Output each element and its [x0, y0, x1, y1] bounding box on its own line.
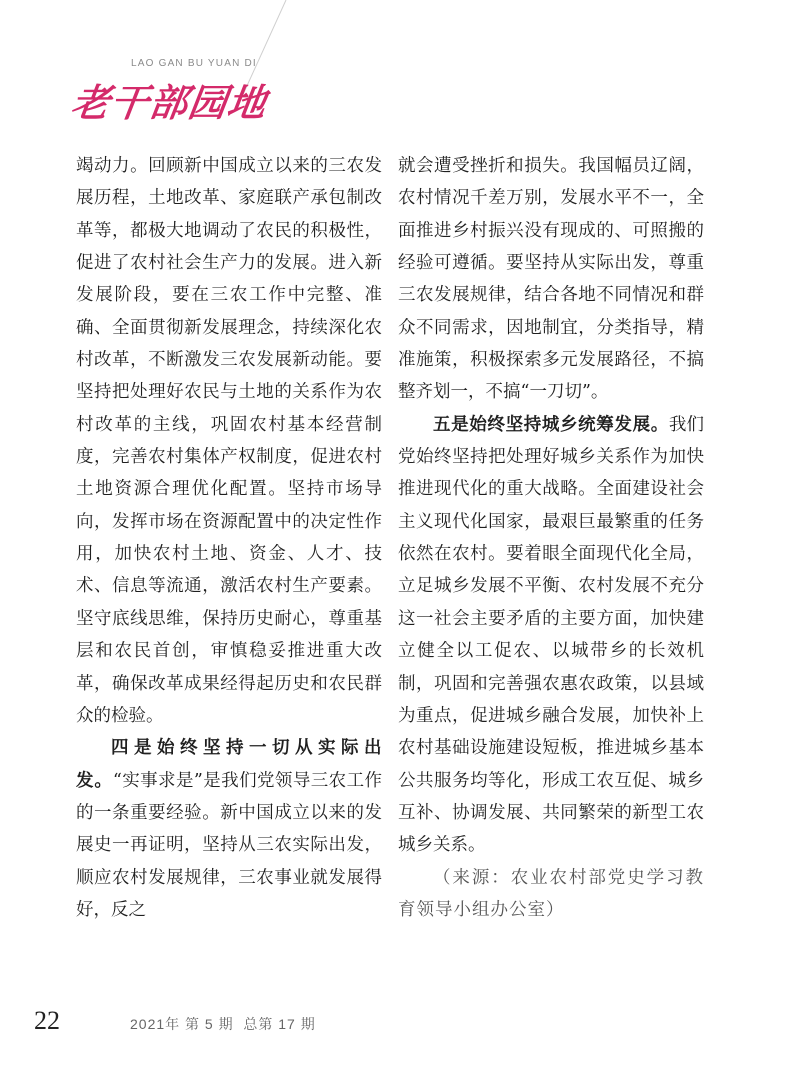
page-number: 22 [34, 1006, 60, 1035]
point-four-heading: 四是始终坚持一切从实际出发。 [76, 738, 382, 791]
paragraph-point-four [76, 732, 382, 926]
paragraph-point-five [398, 409, 704, 862]
paragraph-continued-right: 就会遭受挫折和损失。我国幅员辽阔，农村情况千差万别，发展水平不一，全面推进乡村振兴没有现成的、可照搬的经验可遵循。要坚持从实际出发，尊重三农发展规律，结合各地不同情况和群众不同需求，因地制宜，分类指导，精准施策，积极探索多元发展路径，不搞整齐划一，不搞“一刀切”。 [398, 156, 704, 403]
magazine-section-title: 老干部园地 [68, 80, 270, 125]
point-five-heading: 五是始终坚持城乡统筹发展。 [433, 414, 669, 435]
right-text-column [398, 150, 704, 926]
point-five-body: 我们党始终坚持把处理好城乡关系作为加快推进现代化的重大战略。全面建设社会主义现代化国家，最艰巨最繁重的任务依然在农村。要着眼全面现代化全局，立足城乡发展不平衡、农村发展不充分这一社会主要矛盾的主要方面，加快建立健全以工促农、以城带乡的长效机制，巩固和完善强农惠农政策，以县域为重点，促进城乡融合发展，加快补上农村基础设施建设短板，推进城乡基本公共服务均等化，形成工农互促、城乡互补、协调发展、共同繁荣的新型工农城乡关系。 [398, 414, 705, 856]
issue-info: 2021年 第 5 期 总第 17 期 [130, 1016, 316, 1032]
magazine-section-pinyin: LAO GAN BU YUAN DI [131, 58, 257, 69]
paragraph-continued: 竭动力。回顾新中国成立以来的三农发展历程，土地改革、家庭联产承包制改革等，都极大地调动了农民的积极性，促进了农村社会生产力的发展。进入新发展阶段，要在三农工作中完整、准确、全面贯彻新发展理念，持续深化农村改革，不断激发三农发展新动能。要坚持把处理好农民与土地的关系作为农村改革的主线，巩固农村基本经营制度，完善农村集体产权制度，促进农村土地资源合理优化配置。坚持市场导向，发挥市场在资源配置中的决定性作用，加快农村土地、资金、人才、技术、信息等流通，激活农村生产要素。坚守底线思维，保持历史耐心，尊重基层和农民首创，审慎稳妥推进重大改革，确保改革成果经得起历史和农民群众的检验。 [76, 156, 382, 726]
left-text-column [76, 150, 382, 926]
point-four-body: “实事求是”是我们党领导三农工作的一条重要经验。新中国成立以来的发展史一再证明，坚持从三农实际出发，顺应农村发展规律，三农事业就发展得好，反之 [76, 770, 382, 920]
source-note: （来源：农业农村部党史学习教育领导小组办公室） [398, 867, 704, 920]
